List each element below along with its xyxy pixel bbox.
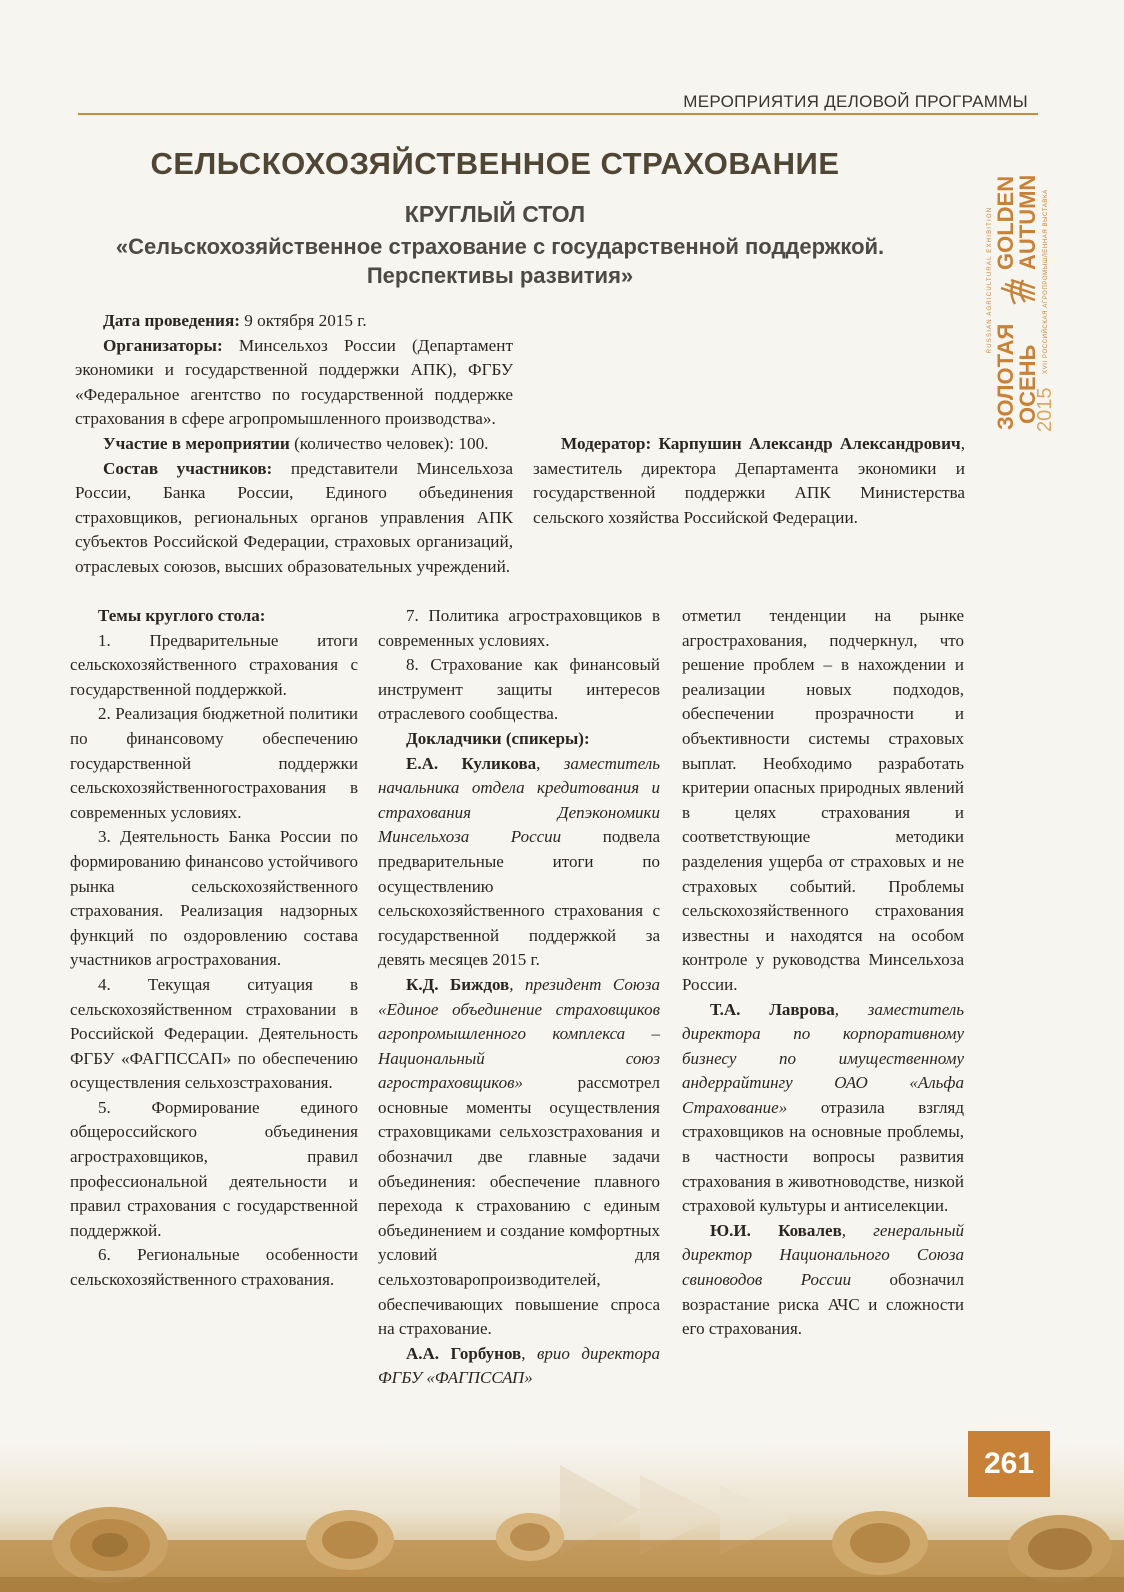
speakers-heading-text: Докладчики (спикеры): <box>406 728 590 748</box>
speaker-name: Е.А. Куликова <box>406 753 537 773</box>
logo-year: 2015 <box>1034 387 1055 432</box>
composition-paragraph <box>75 457 513 580</box>
speaker-kulikova <box>378 752 660 973</box>
logo-en-top: GOLDEN <box>993 175 1018 270</box>
speaker-kovalev <box>682 1219 964 1342</box>
topic-item: 3. Деятельность Банка России по формированию финансово устойчивого рынка сельскохозяйственного страхования. Реализация надзорных функций по оздоровлению состава участников агрострахования. <box>70 827 358 970</box>
moderator-value: , заместитель директора Департамента экономики и государственной поддержки АПК Министерства сельского хозяйства Российской Федерации. <box>533 434 965 527</box>
topic-item: 6. Региональные особенности сельскохозяйственного страхования. <box>70 1245 358 1290</box>
speaker-name: Т.А. Лаврова <box>710 999 835 1019</box>
speakers-column <box>378 604 660 1391</box>
speaker-text: отразила взгляд страховщиков на основные проблемы, в частности вопросы развития страхования в животноводстве, низкой страховой культуры и антиселекции. <box>682 1097 964 1216</box>
topics-heading <box>70 604 358 629</box>
organizers-label: Организаторы: <box>103 335 223 355</box>
speaker-name: А.А. Горбунов <box>406 1343 522 1363</box>
speaker-title: , врио директора ФГБУ «ФАГПССАП» <box>378 1343 660 1388</box>
participation-paragraph <box>75 432 513 457</box>
speaker-title: , заместитель начальника отдела кредитования и страхования Депэкономики Минсельхоза России <box>378 753 660 847</box>
speaker-text: подвела предварительные итоги по осуществлению сельскохозяйственного страхования с государственной поддержкой за девять месяцев 2015 г. <box>378 827 660 970</box>
speaker-bizhdov <box>378 973 660 1342</box>
event-type: КРУГЛЫЙ СТОЛ <box>404 201 586 227</box>
section-title: МЕРОПРИЯТИЯ ДЕЛОВОЙ ПРОГРАММЫ <box>683 92 1028 111</box>
wheat-sheaf-icon <box>1001 280 1035 304</box>
topics-heading-text: Темы круглого стола: <box>98 606 266 625</box>
topic-item: 1. Предварительные итоги сельскохозяйственного страхования с государственной поддержкой. <box>70 630 358 699</box>
topic-item: 7. Политика агростраховщиков в современных условиях. <box>378 606 660 650</box>
speaker-title: , заместитель директора по корпоративному бизнесу по имущественному андеррайтингу ОАО «Альфа Страхование» <box>682 999 964 1117</box>
participation-label: Участие в мероприятии <box>103 433 290 453</box>
speaker-lavrova <box>682 998 964 1219</box>
event-info-left <box>75 309 513 580</box>
logo-caption-en: RUSSIAN AGRICULTURAL EXHIBITION <box>987 206 993 354</box>
event-name <box>80 232 920 290</box>
logo-caption-small: XVII РОССИЙСКАЯ АГРОПРОМЫШЛЕННАЯ ВЫСТАВКА <box>1043 189 1049 374</box>
date-value: 9 октября 2015 г. <box>239 311 367 330</box>
participation-value: (количество человек): 100. <box>289 433 489 453</box>
logo-ru-top: ЗОЛОТАЯ <box>993 323 1018 430</box>
moderator-paragraph <box>533 432 965 530</box>
date-paragraph <box>75 309 513 334</box>
speakers-column-continued <box>682 604 964 1342</box>
speaker-text: рассмотрел основные моменты осуществления страховщиками сельхозстрахования и обозначил две главные задачи объединения: обеспечение плавного перехода к страхованию с единым объединением и создание комфортных условий для сельхозтоваропроизводителей, обеспечивающих повышение спроса на страхование. <box>378 1073 660 1339</box>
speaker-gorbunov-start <box>378 1342 660 1391</box>
header-rule <box>78 113 1038 115</box>
speakers-heading <box>378 727 660 752</box>
composition-label: Состав участников: <box>103 458 273 478</box>
event-name-line-1: «Сельскохозяйственное страхование с государственной поддержкой. <box>115 234 885 259</box>
topic-item: 8. Страхование как финансовый инструмент защиты интересов отраслевого сообщества. <box>378 655 660 724</box>
moderator-label: Модератор: Карпушин Александр Александрович <box>561 434 961 453</box>
event-info-right <box>533 309 965 530</box>
logo-ru-bottom: ОСЕНЬ <box>1015 344 1040 424</box>
topics-column <box>70 604 358 1293</box>
speaker-gorbunov-text: отметил тенденции на рынке агрострахования, подчеркнул, что решение проблем – в нахождении и реализации новых подходов, обеспечении прозрачности и объективности системы страховых выплат. Необходимо разработать критерии опасных природных явлений в целях страхования и соответствующие методики разделения ущерба от страховых и не страховых событий. Проблемы сельскохозяйственного страхования известны и находятся на особом контроле у руководства Минсельхоза России. <box>682 606 964 994</box>
organizers-value: Минсельхоз России (Департамент экономики и государственной поддержки АПК), ФГБУ «Федеральное агентство по государственной поддержке страхования в сфере агропромышленного производства». <box>75 335 513 429</box>
date-label: Дата проведения: <box>103 311 240 330</box>
composition-value: представители Минсельхоза России, Банка России, Единого объединения страховщиков, региональных органов управления АПК субъектов Российской Федерации, страховых организаций, отраслевых союзов, высших образовательных учреждений. <box>75 458 513 576</box>
speaker-title: , генеральный директор Национального Союза свиноводов России <box>682 1220 964 1290</box>
organizers-paragraph <box>75 334 513 432</box>
speaker-text: обозначил возрастание риска АЧС и сложности его страхования. <box>682 1270 964 1339</box>
golden-autumn-logo <box>985 128 1055 434</box>
speaker-title: , президент Союза «Единое объединение страховщиков агропромышленного комплекса – Национальный союз агростраховщиков» <box>378 974 660 1093</box>
logo-en-bottom: AUTUMN <box>1015 174 1040 270</box>
topic-item: 4. Текущая ситуация в сельскохозяйственном страховании в Российской Федерации. Деятельность ФГБУ «ФАГПССАП» по обеспечению осуществления сельхозстрахования. <box>70 974 358 1093</box>
speaker-name: Ю.И. Ковалев <box>710 1220 842 1240</box>
event-name-line-2: Перспективы развития» <box>366 263 634 288</box>
topic-item: 2. Реализация бюджетной политики по финансовому обеспечению государственной поддержки сельскохозяйственногострахования в современных условиях. <box>70 704 358 822</box>
hay-field-banner <box>0 1445 1124 1592</box>
page-title: СЕЛЬСКОХОЗЯЙСТВЕННОЕ СТРАХОВАНИЕ <box>150 146 840 181</box>
page-number: 261 <box>968 1431 1050 1497</box>
topic-item: 5. Формирование единого общероссийского объединения агростраховщиков, правил профессиональной деятельности и правил страхования с государственной поддержкой. <box>70 1097 358 1240</box>
speaker-name: К.Д. Биждов <box>406 974 510 994</box>
